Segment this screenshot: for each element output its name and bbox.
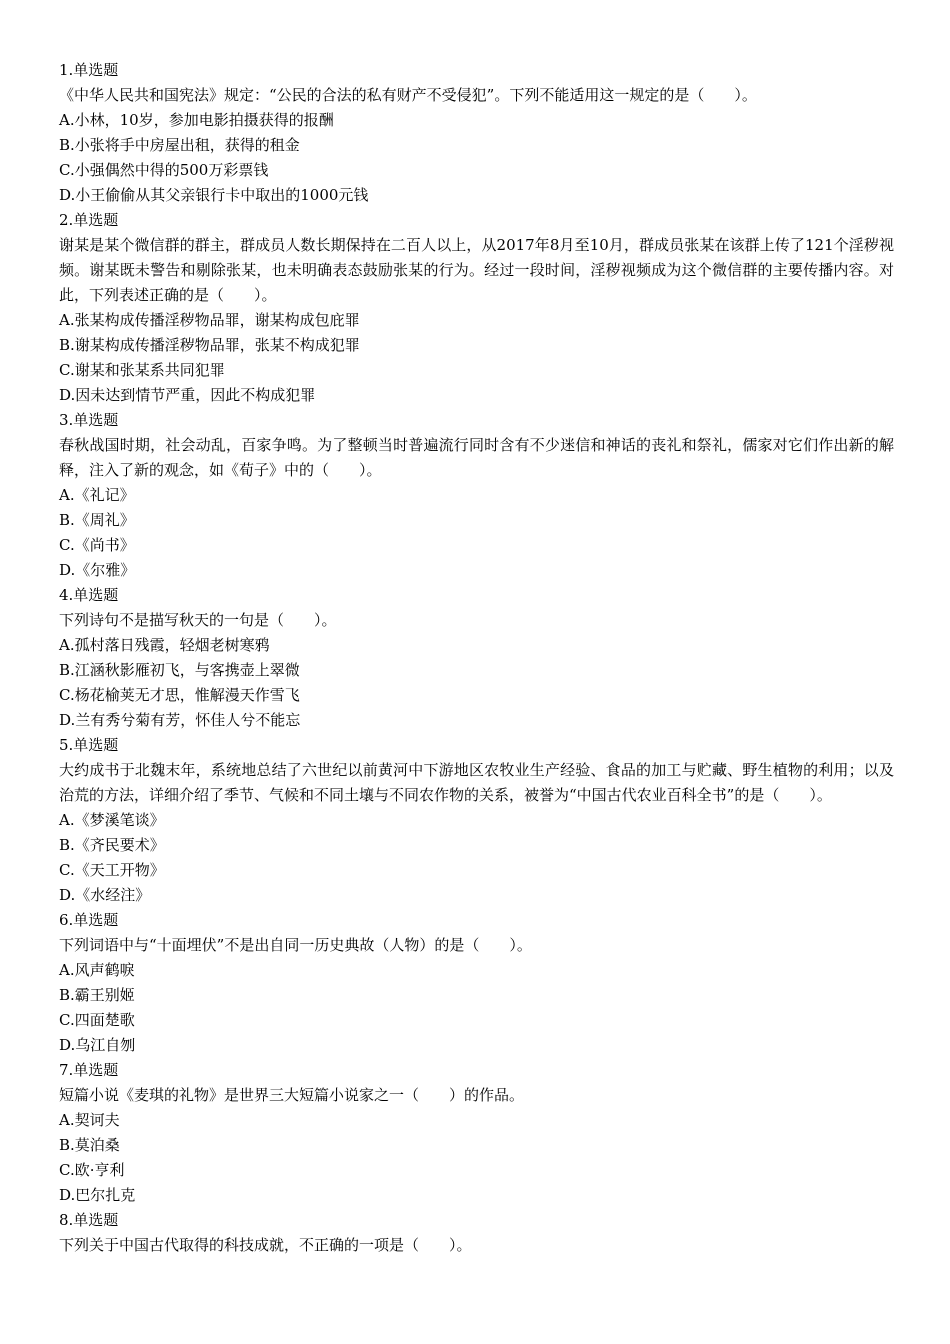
question-7 <box>59 1058 894 1208</box>
option-b: B.莫泊桑 <box>59 1136 120 1154</box>
option-a: A.《梦溪笔谈》 <box>59 811 165 829</box>
question-5 <box>59 733 894 908</box>
option-b: B.江涵秋影雁初飞，与客携壶上翠微 <box>59 661 300 679</box>
option-a: A.小林，10岁，参加电影拍摄获得的报酬 <box>59 111 334 129</box>
question-header: 5.单选题 <box>59 736 119 754</box>
option-b: B.小张将手中房屋出租，获得的租金 <box>59 136 300 154</box>
document-body <box>59 58 894 1258</box>
option-a: A.契诃夫 <box>59 1111 120 1129</box>
question-8 <box>59 1208 894 1258</box>
option-c: C.《尚书》 <box>59 536 135 554</box>
question-stem: 《中华人民共和国宪法》规定：“公民的合法的私有财产不受侵犯”。下列不能适用这一规定的是（ ）。 <box>59 86 757 104</box>
question-3 <box>59 408 894 583</box>
option-d: D.《尔雅》 <box>59 561 136 579</box>
question-header: 2.单选题 <box>59 211 119 229</box>
option-c: C.小强偶然中得的500万彩票钱 <box>59 161 269 179</box>
option-d: D.小王偷偷从其父亲银行卡中取出的1000元钱 <box>59 186 369 204</box>
question-stem: 春秋战国时期，社会动乱，百家争鸣。为了整顿当时普遍流行同时含有不少迷信和神话的丧礼和祭礼，儒家对它们作出新的解释，注入了新的观念，如《荀子》中的（ ）。 <box>59 436 894 479</box>
option-d: D.乌江自刎 <box>59 1036 136 1054</box>
option-b: B.《齐民要术》 <box>59 836 165 854</box>
option-c: C.杨花榆荚无才思，惟解漫天作雪飞 <box>59 686 300 704</box>
option-d: D.因未达到情节严重，因此不构成犯罪 <box>59 386 316 404</box>
option-a: A.风声鹤唳 <box>59 961 135 979</box>
question-header: 4.单选题 <box>59 586 119 604</box>
option-d: D.兰有秀兮菊有芳，怀佳人兮不能忘 <box>59 711 301 729</box>
option-c: C.《天工开物》 <box>59 861 165 879</box>
option-c: C.欧·亨利 <box>59 1161 125 1179</box>
option-a: A.《礼记》 <box>59 486 135 504</box>
option-b: B.《周礼》 <box>59 511 135 529</box>
question-stem: 下列关于中国古代取得的科技成就，不正确的一项是（ ）。 <box>59 1236 472 1254</box>
question-2 <box>59 208 894 408</box>
question-header: 7.单选题 <box>59 1061 119 1079</box>
question-header: 8.单选题 <box>59 1211 119 1229</box>
option-d: D.巴尔扎克 <box>59 1186 136 1204</box>
question-stem: 下列诗句不是描写秋天的一句是（ ）。 <box>59 611 337 629</box>
question-header: 6.单选题 <box>59 911 119 929</box>
question-stem: 短篇小说《麦琪的礼物》是世界三大短篇小说家之一（ ）的作品。 <box>59 1086 525 1104</box>
question-header: 1.单选题 <box>59 61 119 79</box>
question-6 <box>59 908 894 1058</box>
option-c: C.四面楚歌 <box>59 1011 135 1029</box>
option-b: B.谢某构成传播淫秽物品罪，张某不构成犯罪 <box>59 336 360 354</box>
question-header: 3.单选题 <box>59 411 119 429</box>
question-stem: 下列词语中与“十面埋伏”不是出自同一历史典故（人物）的是（ ）。 <box>59 936 532 954</box>
option-d: D.《水经注》 <box>59 886 151 904</box>
question-stem: 谢某是某个微信群的群主，群成员人数长期保持在二百人以上，从2017年8月至10月，群成员张某在该群上传了121个淫秽视频。谢某既未警告和剔除张某，也未明确表态鼓励张某的行为。经过一段时间，淫秽视频成为这个微信群的主要传播内容。对此，下列表述正确的是（ ）。 <box>59 236 894 304</box>
option-b: B.霸王别姬 <box>59 986 135 1004</box>
option-a: A.孤村落日残霞，轻烟老树寒鸦 <box>59 636 270 654</box>
question-1 <box>59 58 894 208</box>
option-c: C.谢某和张某系共同犯罪 <box>59 361 225 379</box>
option-a: A.张某构成传播淫秽物品罪，谢某构成包庇罪 <box>59 311 360 329</box>
question-stem: 大约成书于北魏末年，系统地总结了六世纪以前黄河中下游地区农牧业生产经验、食品的加工与贮藏、野生植物的利用；以及治荒的方法，详细介绍了季节、气候和不同土壤与不同农作物的关系，被誉为“中国古代农业百科全书”的是（ ）。 <box>59 761 894 804</box>
question-4 <box>59 583 894 733</box>
